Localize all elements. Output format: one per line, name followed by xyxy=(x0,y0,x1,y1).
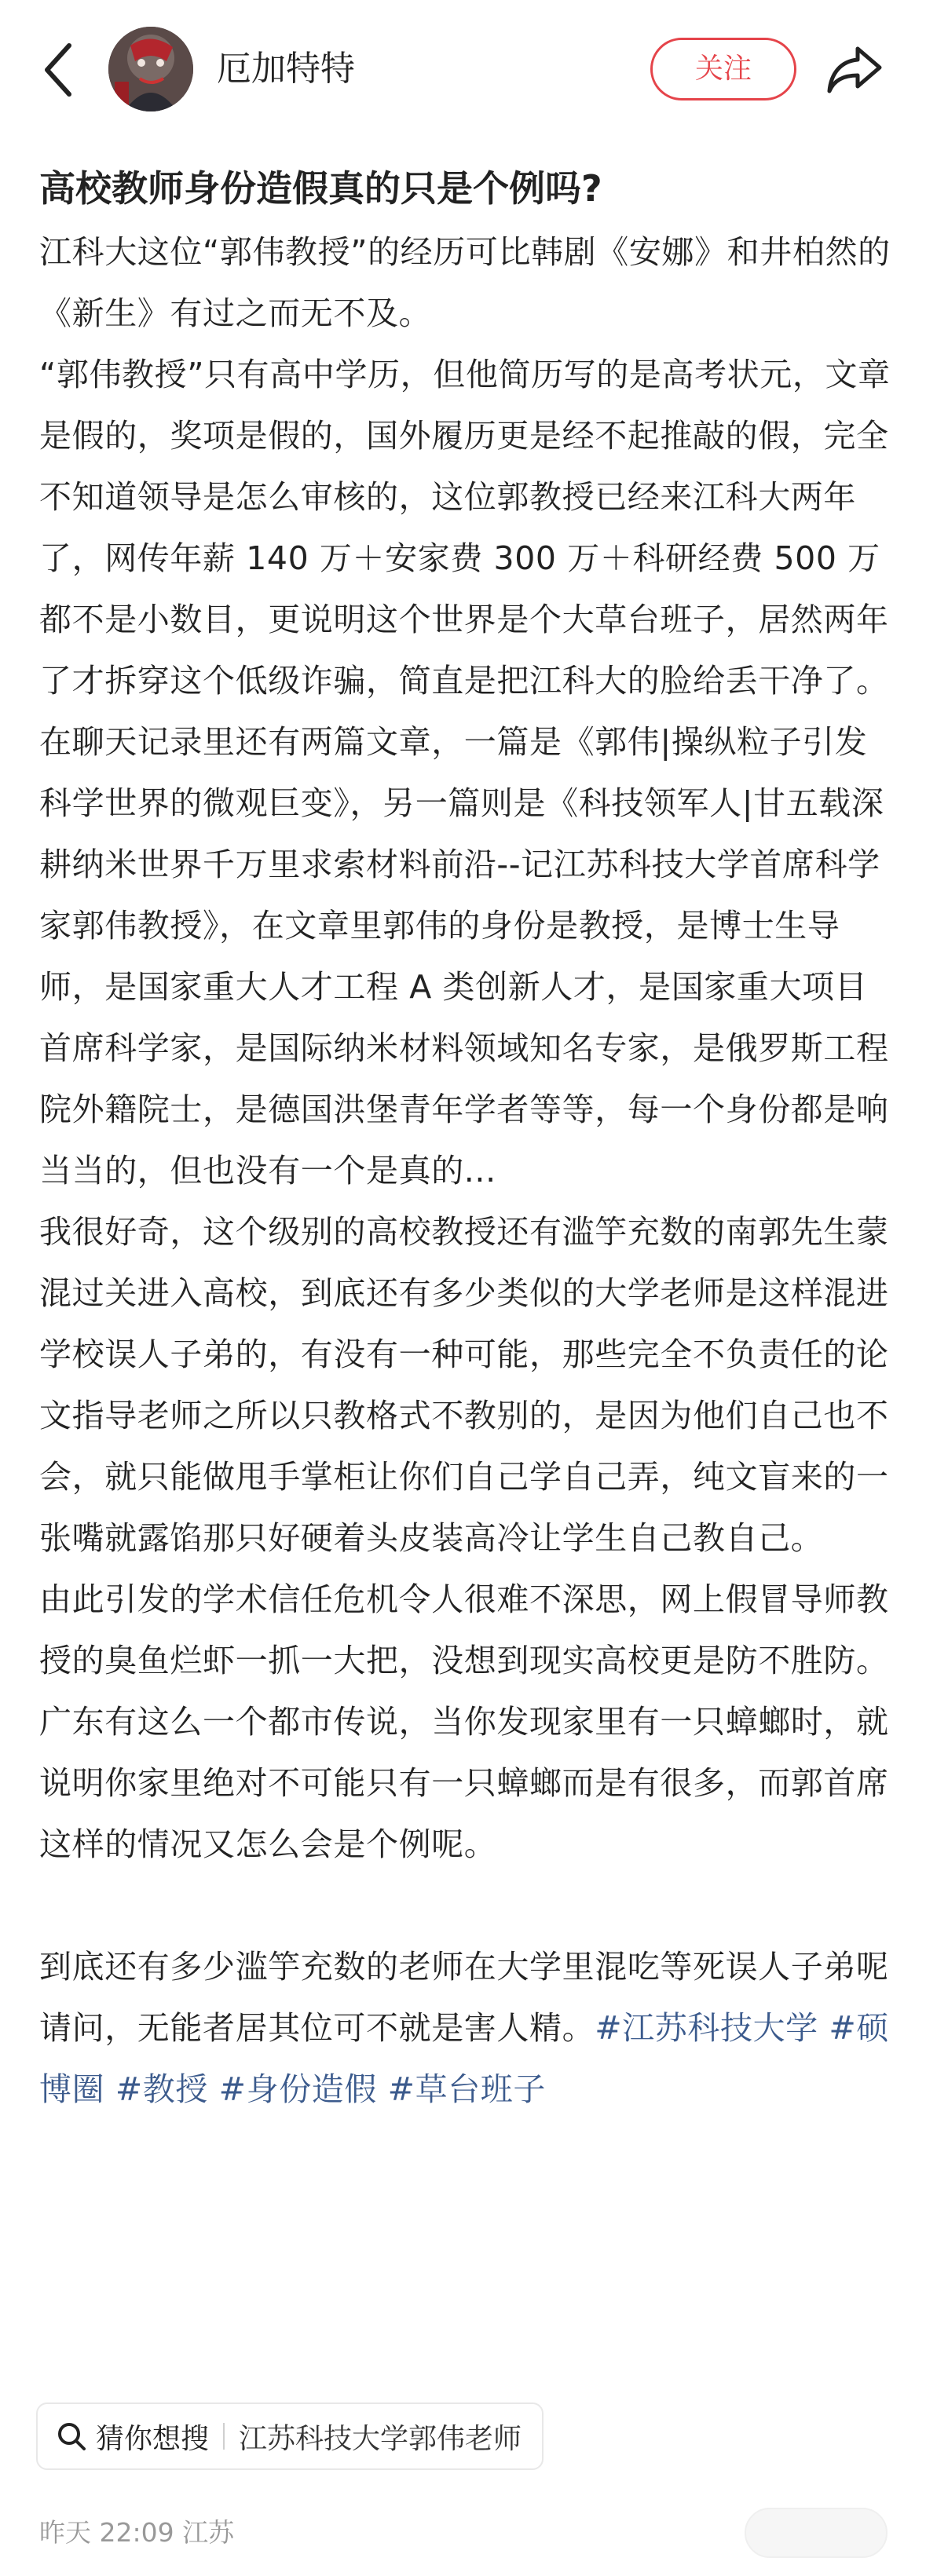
follow-button[interactable]: 关注 xyxy=(650,38,796,100)
guess-search-label: 猜你想搜 xyxy=(96,2422,210,2455)
hashtag-professor[interactable]: #教授 xyxy=(115,2070,208,2108)
closing-paragraph xyxy=(39,1936,895,2120)
avatar-image xyxy=(108,27,193,111)
paragraph-2: “郭伟教授”只有高中学历，但他简历写的是高考状元，文章是假的，奖项是假的，国外履历更是经不起推敲的假，完全不知道领导是怎么审核的，这位郭教授已经来江科大两年了，网传年薪 140 万＋安家费 300 万＋科研经费 500 万都不是小数目，更说明这个世界是个大草台班子，居然两年了才拆穿这个低级诈骗，简直是把江科大的脸给丢干净了。 xyxy=(39,356,891,700)
article-body xyxy=(39,160,895,2120)
guess-divider xyxy=(223,2423,225,2450)
paragraph-4: 我很好奇，这个级别的高校教授还有滥竽充数的南郭先生蒙混过关进入高校，到底还有多少类似的大学老师是这样混进学校误人子弟的，有没有一种可能，那些完全不负责任的论文指导老师之所以只教格式不教别的，是因为他们自己也不会，就只能做甩手掌柜让你们自己学自己弄，纯文盲来的一张嘴就露馅那只好硬着头皮装高冷让学生自己教自己。 xyxy=(39,1213,889,1557)
hashtag-graduate-circle[interactable]: #硕博圈 xyxy=(39,2009,889,2108)
hashtag-jiangsu-university[interactable]: #江苏科技大学 xyxy=(595,2009,818,2047)
chevron-left-icon[interactable] xyxy=(39,41,77,99)
paragraph-1: 江科大这位“郭伟教授”的经历可比韩剧《安娜》和井柏然的《新生》有过之而无不及。 xyxy=(39,233,891,332)
guess-search-query[interactable]: 江苏科技大学郭伟老师 xyxy=(239,2422,522,2455)
post-time-location: 昨天 22:09 江苏 xyxy=(39,2517,235,2548)
search-icon xyxy=(57,2421,86,2451)
paragraph-5: 由此引发的学术信任危机令人很难不深思，网上假冒导师教授的臭鱼烂虾一抓一大把，没想到现实高校更是防不胜防。广东有这么一个都市传说，当你发现家里有一只蟑螂时，就说明你家里绝对不可能只有一只蟑螂而是有很多，而郭首席这样的情况又怎么会是个例呢。 xyxy=(39,1580,889,1863)
guess-search-box[interactable] xyxy=(36,2402,544,2470)
top-bar xyxy=(0,0,926,141)
avatar[interactable] xyxy=(108,27,193,111)
paragraph-3: 在聊天记录里还有两篇文章，一篇是《郭伟|操纵粒子引发科学世界的微观巨变》，另一篇则是《科技领军人|甘五载深耕纳米世界千万里求索材料前沿--记江苏科技大学首席科学家郭伟教授》，在文章里郭伟的身份是教授，是博士生导师，是国家重大人才工程 A 类创新人才，是国家重大项目首席科学家，是国际纳米材料领域知名专家，是俄罗斯工程院外籍院士，是德国洪堡青年学者等等，每一个身份都是响当当的，但也没有一个是真的... xyxy=(39,723,889,1189)
closing-text: 到底还有多少滥竽充数的老师在大学里混吃等死误人子弟呢请问，无能者居其位可不就是害人精。 xyxy=(39,1948,889,2047)
hashtag-identity-fraud[interactable]: #身份造假 xyxy=(218,2070,377,2108)
bottom-action-pill[interactable] xyxy=(745,2508,888,2558)
share-arrow-icon[interactable] xyxy=(826,44,883,94)
author-name[interactable]: 厄加特特 xyxy=(217,49,355,89)
article-title: 高校教师身份造假真的只是个例吗? xyxy=(39,167,602,210)
hashtag-makeshift-troupe[interactable]: #草台班子 xyxy=(387,2070,546,2108)
